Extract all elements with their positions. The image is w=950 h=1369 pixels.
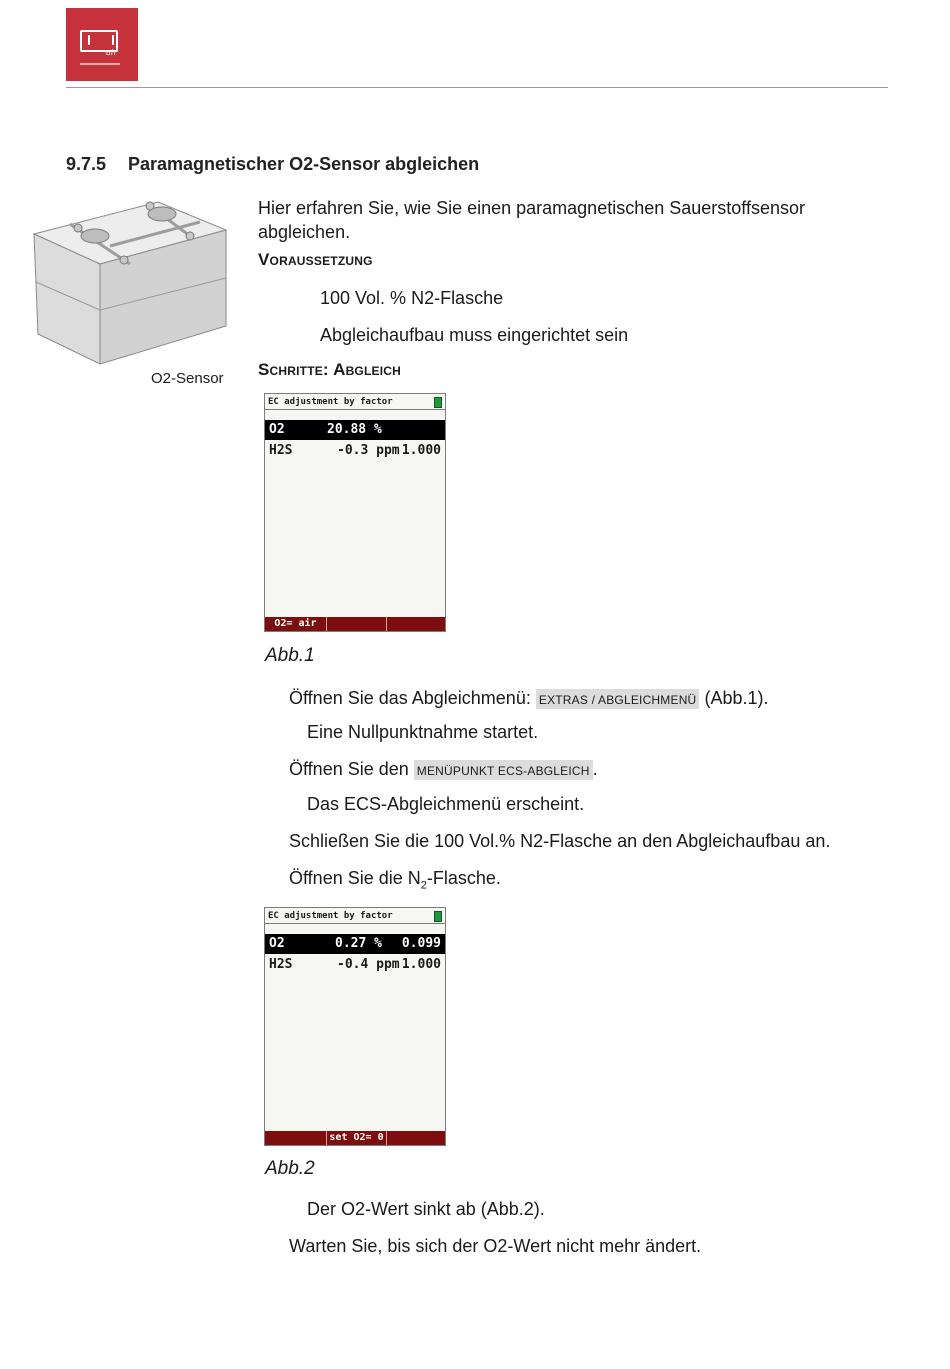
logo-tagline-graphic: air [106, 48, 118, 57]
gas-name: H2S [269, 443, 293, 458]
screen-softkey-bar [265, 617, 445, 631]
gas-factor: 0.099 [401, 936, 441, 951]
step-open-bottle: Öffnen Sie die $N_2$-Flasche. [289, 868, 501, 892]
header-divider [66, 87, 888, 88]
section-number: 9.7.5 [66, 154, 107, 174]
figure-caption-2: Abb.2 [265, 1158, 315, 1179]
softkey-3[interactable] [387, 1131, 445, 1145]
gas-name: O2 [269, 422, 285, 437]
softkey-3[interactable] [387, 617, 445, 631]
requirement-item: 100 Vol. % N2-Flasche [320, 288, 504, 308]
company-logo [66, 8, 138, 81]
screen-softkey-bar [265, 1131, 445, 1145]
gas-name: O2 [269, 936, 285, 951]
battery-icon [434, 911, 442, 922]
o2-sensor-illustration [30, 194, 230, 366]
requirement-item: Abgleichaufbau muss eingerichtet sein [320, 325, 629, 345]
step-open-ecs-menu: Öffnen Sie den MENÜPUNKT ECS-ABGLEICH . [289, 759, 598, 779]
screen-row-h2s [265, 955, 445, 975]
screen-title: EC adjustment by factor [265, 908, 445, 924]
softkey-2[interactable]: set O2= 0 [327, 1131, 387, 1145]
device-screen-1 [264, 393, 446, 632]
step-connect-bottle: Schließen Sie die 100 Vol.% N2-Flasche an den Abgleichaufbau an. [289, 831, 831, 851]
screen-row-h2s [265, 441, 445, 461]
screen-title: EC adjustment by factor [265, 394, 445, 410]
gas-value: -0.3 ppm [337, 443, 400, 458]
battery-icon [434, 397, 442, 408]
menu-path-chip: MENÜPUNKT ECS-ABGLEICH [414, 760, 593, 780]
gas-value: 20.88 % [327, 422, 382, 437]
softkey-1[interactable] [265, 1131, 327, 1145]
gas-value: 0.27 % [335, 936, 382, 951]
steps-heading: Schritte: Abgleich [258, 360, 401, 379]
gas-factor: 1.000 [401, 957, 441, 972]
screen-row-o2 [265, 934, 445, 954]
step-result: Das ECS-Abgleichmenü erscheint. [307, 794, 585, 814]
menu-path-chip: EXTRAS / ABGLEICHMENÜ [536, 689, 700, 709]
figure-caption-1: Abb.1 [265, 645, 315, 666]
step-open-adjust-menu: Öffnen Sie das Abgleichmenü: EXTRAS / ABGLEICHMENÜ (Abb.1). [289, 688, 769, 708]
gas-value: -0.4 ppm [337, 957, 400, 972]
sensor-caption: O2-Sensor [151, 370, 224, 387]
logo-strip [80, 63, 120, 65]
screen-row-o2 [265, 420, 445, 440]
requirements-heading: Voraussetzung [258, 250, 373, 269]
softkey-1[interactable]: O2= air [265, 617, 327, 631]
step-result: Eine Nullpunktnahme startet. [307, 722, 539, 742]
intro-text: Hier erfahren Sie, wie Sie einen paramagnetischen Sauerstoffsensor abgleichen. [258, 198, 805, 242]
step-result: Der O2-Wert sinkt ab (Abb.2). [307, 1199, 545, 1219]
section-title: Paramagnetischer O2-Sensor abgleichen [128, 154, 480, 174]
device-screen-2 [264, 907, 446, 1146]
gas-factor: 1.000 [401, 443, 441, 458]
step-wait: Warten Sie, bis sich der O2-Wert nicht mehr ändert. [289, 1236, 702, 1256]
softkey-2[interactable] [327, 617, 387, 631]
gas-name: H2S [269, 957, 293, 972]
